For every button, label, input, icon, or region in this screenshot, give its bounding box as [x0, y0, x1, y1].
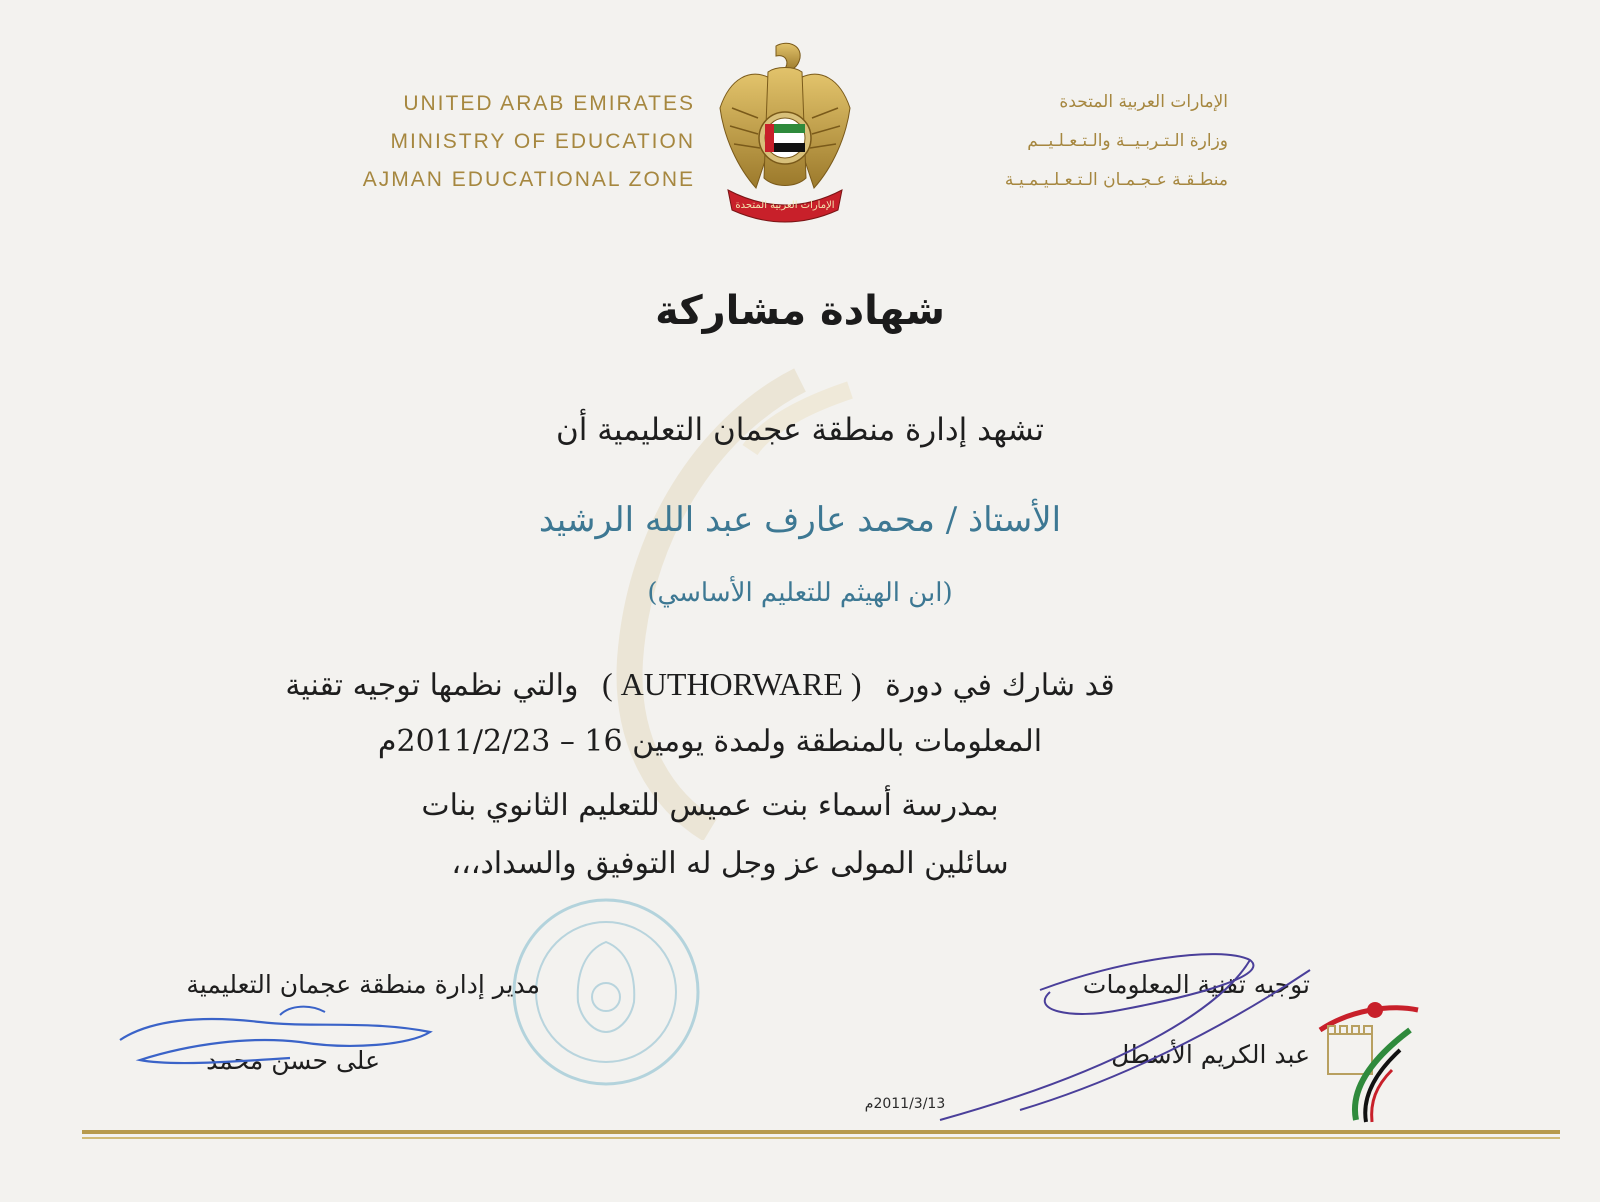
- header-en-country: UNITED ARAB EMIRATES: [403, 92, 695, 115]
- header-en-ministry: MINISTRY OF EDUCATION: [390, 130, 695, 153]
- right-signatory-title: توجيه تقنية المعلومات: [1082, 970, 1310, 999]
- left-signatory-title: مدير إدارة منطقة عجمان التعليمية: [186, 970, 540, 999]
- body-line-1-start: قد شارك في دورة: [885, 668, 1115, 703]
- zone-logo-icon: [1300, 990, 1440, 1130]
- footer-rule-top: [82, 1130, 1560, 1134]
- issue-date: 2011/3/13م: [864, 1096, 946, 1112]
- body-line-1-end: والتي نظمها توجيه تقنية: [285, 668, 579, 703]
- left-signatory-name: على حسن محمد: [206, 1046, 380, 1075]
- body-line-3: بمدرسة أسماء بنت عميس للتعليم الثانوي بنات: [421, 788, 999, 823]
- header-en-zone: AJMAN EDUCATIONAL ZONE: [362, 168, 695, 191]
- body-line-1: [170, 666, 1230, 703]
- header-ar-ministry: وزارة الـتـربـيــة والـتـعـلـيــم: [1027, 131, 1228, 151]
- certificate-intro: تشهد إدارة منطقة عجمان التعليمية أن: [556, 412, 1044, 448]
- uae-falcon-emblem-icon: [710, 38, 860, 223]
- right-signatory-name: عبد الكريم الأسطل: [1111, 1040, 1310, 1069]
- emblem-ribbon-text: الإمارات العربية المتحدة: [735, 200, 835, 211]
- body-line-2: المعلومات بالمنطقة ولمدة يومين 16 – 2011/2/23م: [377, 724, 1043, 759]
- recipient-school: (ابن الهيثم للتعليم الأساسي): [647, 578, 953, 608]
- course-name: ( AUTHORWARE ): [602, 666, 862, 702]
- certificate-title: شهادة مشاركة: [655, 288, 945, 334]
- header-ar-country: الإمارات العربية المتحدة: [1059, 92, 1228, 112]
- footer-rule-bottom: [82, 1137, 1560, 1139]
- header-ar-zone: منطـقـة عـجـمـان الـتـعـلـيـمـيـة: [1004, 170, 1228, 190]
- body-line-4: سائلين المولى عز وجل له التوفيق والسداد،،،: [451, 846, 1009, 881]
- recipient-name: الأستاذ / محمد عارف عبد الله الرشيد: [538, 500, 1062, 540]
- right-signature-icon: [920, 940, 1360, 1130]
- left-signature-icon: [110, 1000, 450, 1090]
